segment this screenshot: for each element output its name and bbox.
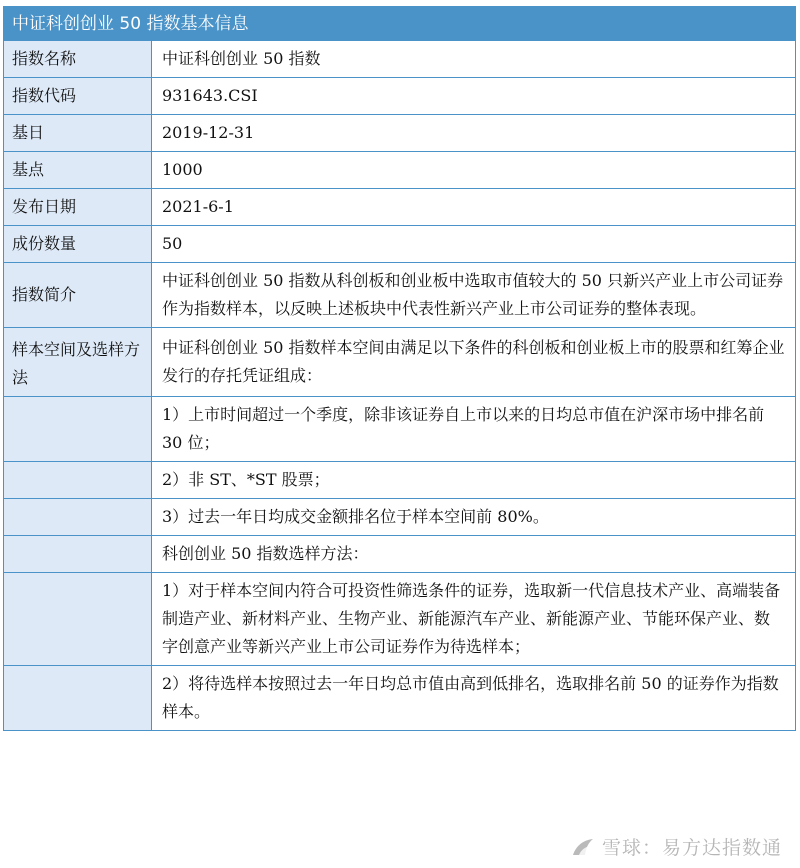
index-info-table <box>3 40 796 731</box>
table-row <box>4 328 796 397</box>
table-row <box>4 41 796 78</box>
info-table-frame <box>3 6 796 731</box>
row-label: 指数简介 <box>4 263 152 328</box>
table-title: 中证科创创业 50 指数基本信息 <box>3 6 796 40</box>
condition-item: 3）过去一年日均成交金额排名位于样本空间前 80%。 <box>152 499 796 536</box>
row-label-empty <box>4 666 152 731</box>
table-row <box>4 189 796 226</box>
row-label: 发布日期 <box>4 189 152 226</box>
table-row <box>4 499 796 536</box>
table-row <box>4 573 796 666</box>
table-row <box>4 397 796 462</box>
index-description: 中证科创创业 50 指数从科创板和创业板中选取市值较大的 50 只新兴产业上市公司证券作为指数样本，以反映上述板块中代表性新兴产业上市公司证券的整体表现。 <box>152 263 796 328</box>
row-label-empty <box>4 536 152 573</box>
row-label: 基日 <box>4 115 152 152</box>
row-label: 指数代码 <box>4 78 152 115</box>
snowball-logo-icon <box>570 836 596 858</box>
method-label: 样本空间及选样方法 <box>4 328 152 397</box>
selection-title: 科创创业 50 指数选样方法： <box>152 536 796 573</box>
row-value: 2019-12-31 <box>152 115 796 152</box>
selection-step: 1）对于样本空间内符合可投资性筛选条件的证券，选取新一代信息技术产业、高端装备制造产业、新材料产业、生物产业、新能源汽车产业、新能源产业、节能环保产业、数字创意产业等新兴产业上市公司证券作为待选样本； <box>152 573 796 666</box>
row-label-empty <box>4 462 152 499</box>
row-label-empty <box>4 573 152 666</box>
table-row <box>4 462 796 499</box>
method-intro: 中证科创创业 50 指数样本空间由满足以下条件的科创板和创业板上市的股票和红筹企业发行的存托凭证组成： <box>152 328 796 397</box>
condition-item: 2）非 ST、*ST 股票； <box>152 462 796 499</box>
watermark-text: 雪球：易方达指数通 <box>601 837 782 859</box>
row-label: 基点 <box>4 152 152 189</box>
row-value: 50 <box>152 226 796 263</box>
table-row <box>4 78 796 115</box>
condition-item: 1）上市时间超过一个季度，除非该证券自上市以来的日均总市值在沪深市场中排名前 30 位； <box>152 397 796 462</box>
table-row <box>4 263 796 328</box>
table-row <box>4 666 796 731</box>
table-row <box>4 536 796 573</box>
table-row <box>4 152 796 189</box>
selection-step: 2）将待选样本按照过去一年日均总市值由高到低排名，选取排名前 50 的证券作为指数样本。 <box>152 666 796 731</box>
watermark <box>570 833 782 860</box>
row-label-empty <box>4 499 152 536</box>
row-label-empty <box>4 397 152 462</box>
row-value: 1000 <box>152 152 796 189</box>
row-value: 2021-6-1 <box>152 189 796 226</box>
table-row <box>4 115 796 152</box>
row-value: 931643.CSI <box>152 78 796 115</box>
table-row <box>4 226 796 263</box>
row-label: 成份数量 <box>4 226 152 263</box>
row-label: 指数名称 <box>4 41 152 78</box>
row-value: 中证科创创业 50 指数 <box>152 41 796 78</box>
